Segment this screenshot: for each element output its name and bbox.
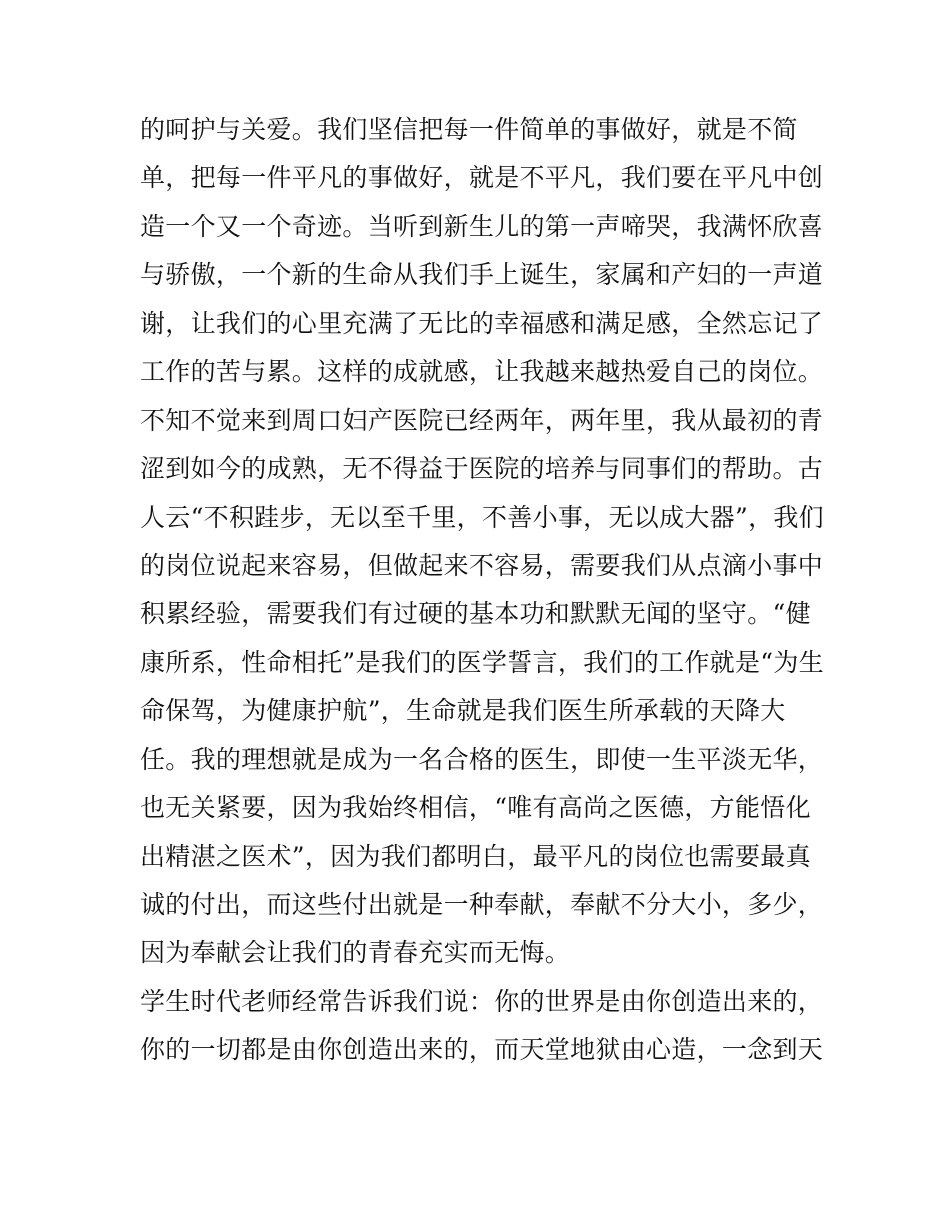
text-line: 单，把每一件平凡的事做好，就是不平凡，我们要在平凡中创 (140, 163, 824, 193)
text-line: 不知不觉来到周口妇产医院已经两年，两年里，我从最初的青 (140, 405, 824, 435)
text-line: 你的一切都是由你创造出来的，而天堂地狱由心造，一念到天 (140, 1035, 824, 1065)
body-text (140, 106, 824, 1075)
text-line: 也无关紧要，因为我始终相信，“唯有高尚之医德，方能悟化 (140, 793, 811, 823)
text-line: 的岗位说起来容易，但做起来不容易，需要我们从点滴小事中 (140, 550, 824, 580)
text-line: 涩到如今的成熟，无不得益于医院的培养与同事们的帮助。古 (140, 454, 824, 484)
text-line: 康所系，性命相托”是我们的医学誓言，我们的工作就是“为生 (140, 647, 824, 677)
text-line: 因为奉献会让我们的青春充实而无悔。 (140, 938, 571, 968)
text-line: 命保驾，为健康护航”，生命就是我们医生所承载的天降大 (140, 696, 786, 726)
text-line: 学生时代老师经常告诉我们说：你的世界是由你创造出来的， (140, 986, 824, 1016)
text-line: 积累经验，需要我们有过硬的基本功和默默无闻的坚守。“健 (140, 599, 811, 629)
text-line: 造一个又一个奇迹。当听到新生儿的第一声啼哭，我满怀欣喜 (140, 211, 824, 241)
text-line: 任。我的理想就是成为一名合格的医生，即使一生平淡无华， (140, 744, 824, 774)
text-line: 出精湛之医术”，因为我们都明白，最平凡的岗位也需要最真 (140, 841, 811, 871)
text-line: 人云“不积跬步，无以至千里，不善小事，无以成大器”，我们 (140, 502, 824, 532)
text-line: 谢，让我们的心里充满了无比的幸福感和满足感，全然忘记了 (140, 308, 824, 338)
text-line: 的呵护与关爱。我们坚信把每一件简单的事做好，就是不简 (140, 115, 798, 144)
text-line: 与骄傲，一个新的生命从我们手上诞生，家属和产妇的一声道 (140, 260, 824, 290)
text-line: 诚的付出，而这些付出就是一种奉献，奉献不分大小，多少， (140, 890, 824, 919)
text-line: 工作的苦与累。这样的成就感，让我越来越热爱自己的岗位。 (140, 357, 824, 387)
